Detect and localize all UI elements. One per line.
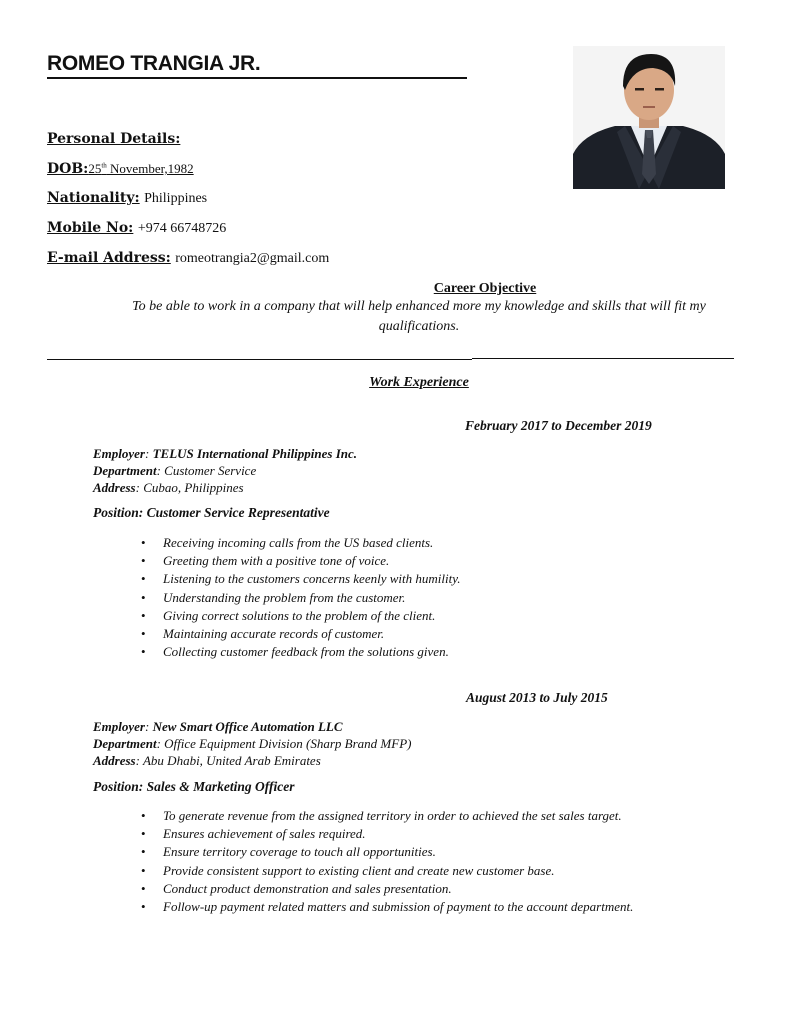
- employer-line: Employer: TELUS International Philippines Inc.: [93, 446, 358, 461]
- address-value: Abu Dhabi, United Arab Emirates: [142, 753, 321, 768]
- address-line: Address: Abu Dhabi, United Arab Emirates: [93, 753, 321, 768]
- email-value: romeotrangia2@gmail.com: [175, 251, 330, 266]
- department-label: Department: [93, 736, 157, 751]
- job-period: August 2013 to July 2015: [466, 690, 608, 705]
- job-period: February 2017 to December 2019: [465, 418, 652, 433]
- work-experience-title: Work Experience: [369, 375, 469, 390]
- mobile-label: Mobile No:: [47, 220, 134, 236]
- dob-day: 25: [88, 161, 102, 176]
- list-item: • Collecting customer feedback from the solutions given.: [137, 643, 737, 661]
- list-item: • Maintaining accurate records of customer.: [137, 625, 737, 643]
- job-position: Position: Sales & Marketing Officer: [93, 779, 295, 794]
- department-label: Department: [93, 463, 157, 478]
- address-label: Address: [93, 753, 136, 768]
- section-divider-right: [472, 358, 734, 359]
- dob-row: [47, 161, 194, 177]
- personal-details-heading: [47, 131, 180, 147]
- career-objective-text: To be able to work in a company that will help enhanced more my knowledge and skills that will fit my qualifications.: [132, 299, 706, 334]
- dob-rest: November,1982: [106, 161, 194, 176]
- department-value: Customer Service: [164, 463, 257, 478]
- profile-photo: [573, 46, 725, 189]
- duties-list: [137, 534, 737, 661]
- portrait-image: [573, 46, 725, 189]
- address-line: Address: Cubao, Philippines: [93, 480, 244, 495]
- email-row: [47, 250, 329, 267]
- nationality-value: Philippines: [144, 191, 208, 206]
- mobile-row: [47, 220, 226, 237]
- dob-value: [88, 161, 193, 176]
- address-label: Address: [93, 480, 136, 495]
- employer-label: Employer: [93, 719, 145, 734]
- personal-details-label: Personal Details:: [47, 131, 181, 147]
- list-item: • Understanding the problem from the customer.: [137, 589, 737, 607]
- list-item: • Ensure territory coverage to touch all opportunities.: [137, 843, 727, 861]
- nationality-label: Nationality:: [47, 190, 140, 206]
- list-item: • Follow-up payment related matters and submission of payment to the account department.: [137, 898, 727, 916]
- career-objective-title: Career Objective: [433, 281, 537, 296]
- list-item: • Listening to the customers concerns keenly with humility.: [137, 570, 737, 588]
- duties-list: [137, 807, 727, 916]
- address-value: Cubao, Philippines: [143, 480, 244, 495]
- list-item: • Greeting them with a positive tone of voice.: [137, 552, 737, 570]
- job-details: [93, 718, 411, 769]
- list-item: • To generate revenue from the assigned territory in order to achieved the set sales target.: [137, 807, 727, 825]
- employer-value: TELUS International Philippines Inc.: [152, 446, 358, 461]
- applicant-name: ROMEO TRANGIA JR.: [47, 52, 467, 79]
- employer-line: Employer: New Smart Office Automation LLC: [93, 719, 343, 734]
- job-position: Position: Customer Service Representative: [93, 505, 330, 520]
- list-item: • Provide consistent support to existing client and create new customer base.: [137, 862, 727, 880]
- list-item: • Giving correct solutions to the problem of the client.: [137, 607, 737, 625]
- list-item: • Ensures achievement of sales required.: [137, 825, 727, 843]
- mobile-value: +974 66748726: [137, 221, 227, 236]
- nationality-row: [47, 190, 207, 207]
- employer-label: Employer: [93, 446, 145, 461]
- dob-suffix: th: [101, 161, 107, 170]
- department-value: Office Equipment Division (Sharp Brand MFP): [164, 736, 412, 751]
- job-details: [93, 445, 357, 496]
- list-item: • Receiving incoming calls from the US based clients.: [137, 534, 737, 552]
- dob-label: DOB:: [47, 161, 89, 177]
- email-label: E-mail Address:: [47, 250, 171, 266]
- employer-value: New Smart Office Automation LLC: [152, 719, 343, 734]
- department-line: Department: Customer Service: [93, 463, 257, 478]
- department-line: Department: Office Equipment Division (Sharp Brand MFP): [93, 736, 412, 751]
- section-divider-left: [47, 359, 472, 360]
- list-item: • Conduct product demonstration and sales presentation.: [137, 880, 727, 898]
